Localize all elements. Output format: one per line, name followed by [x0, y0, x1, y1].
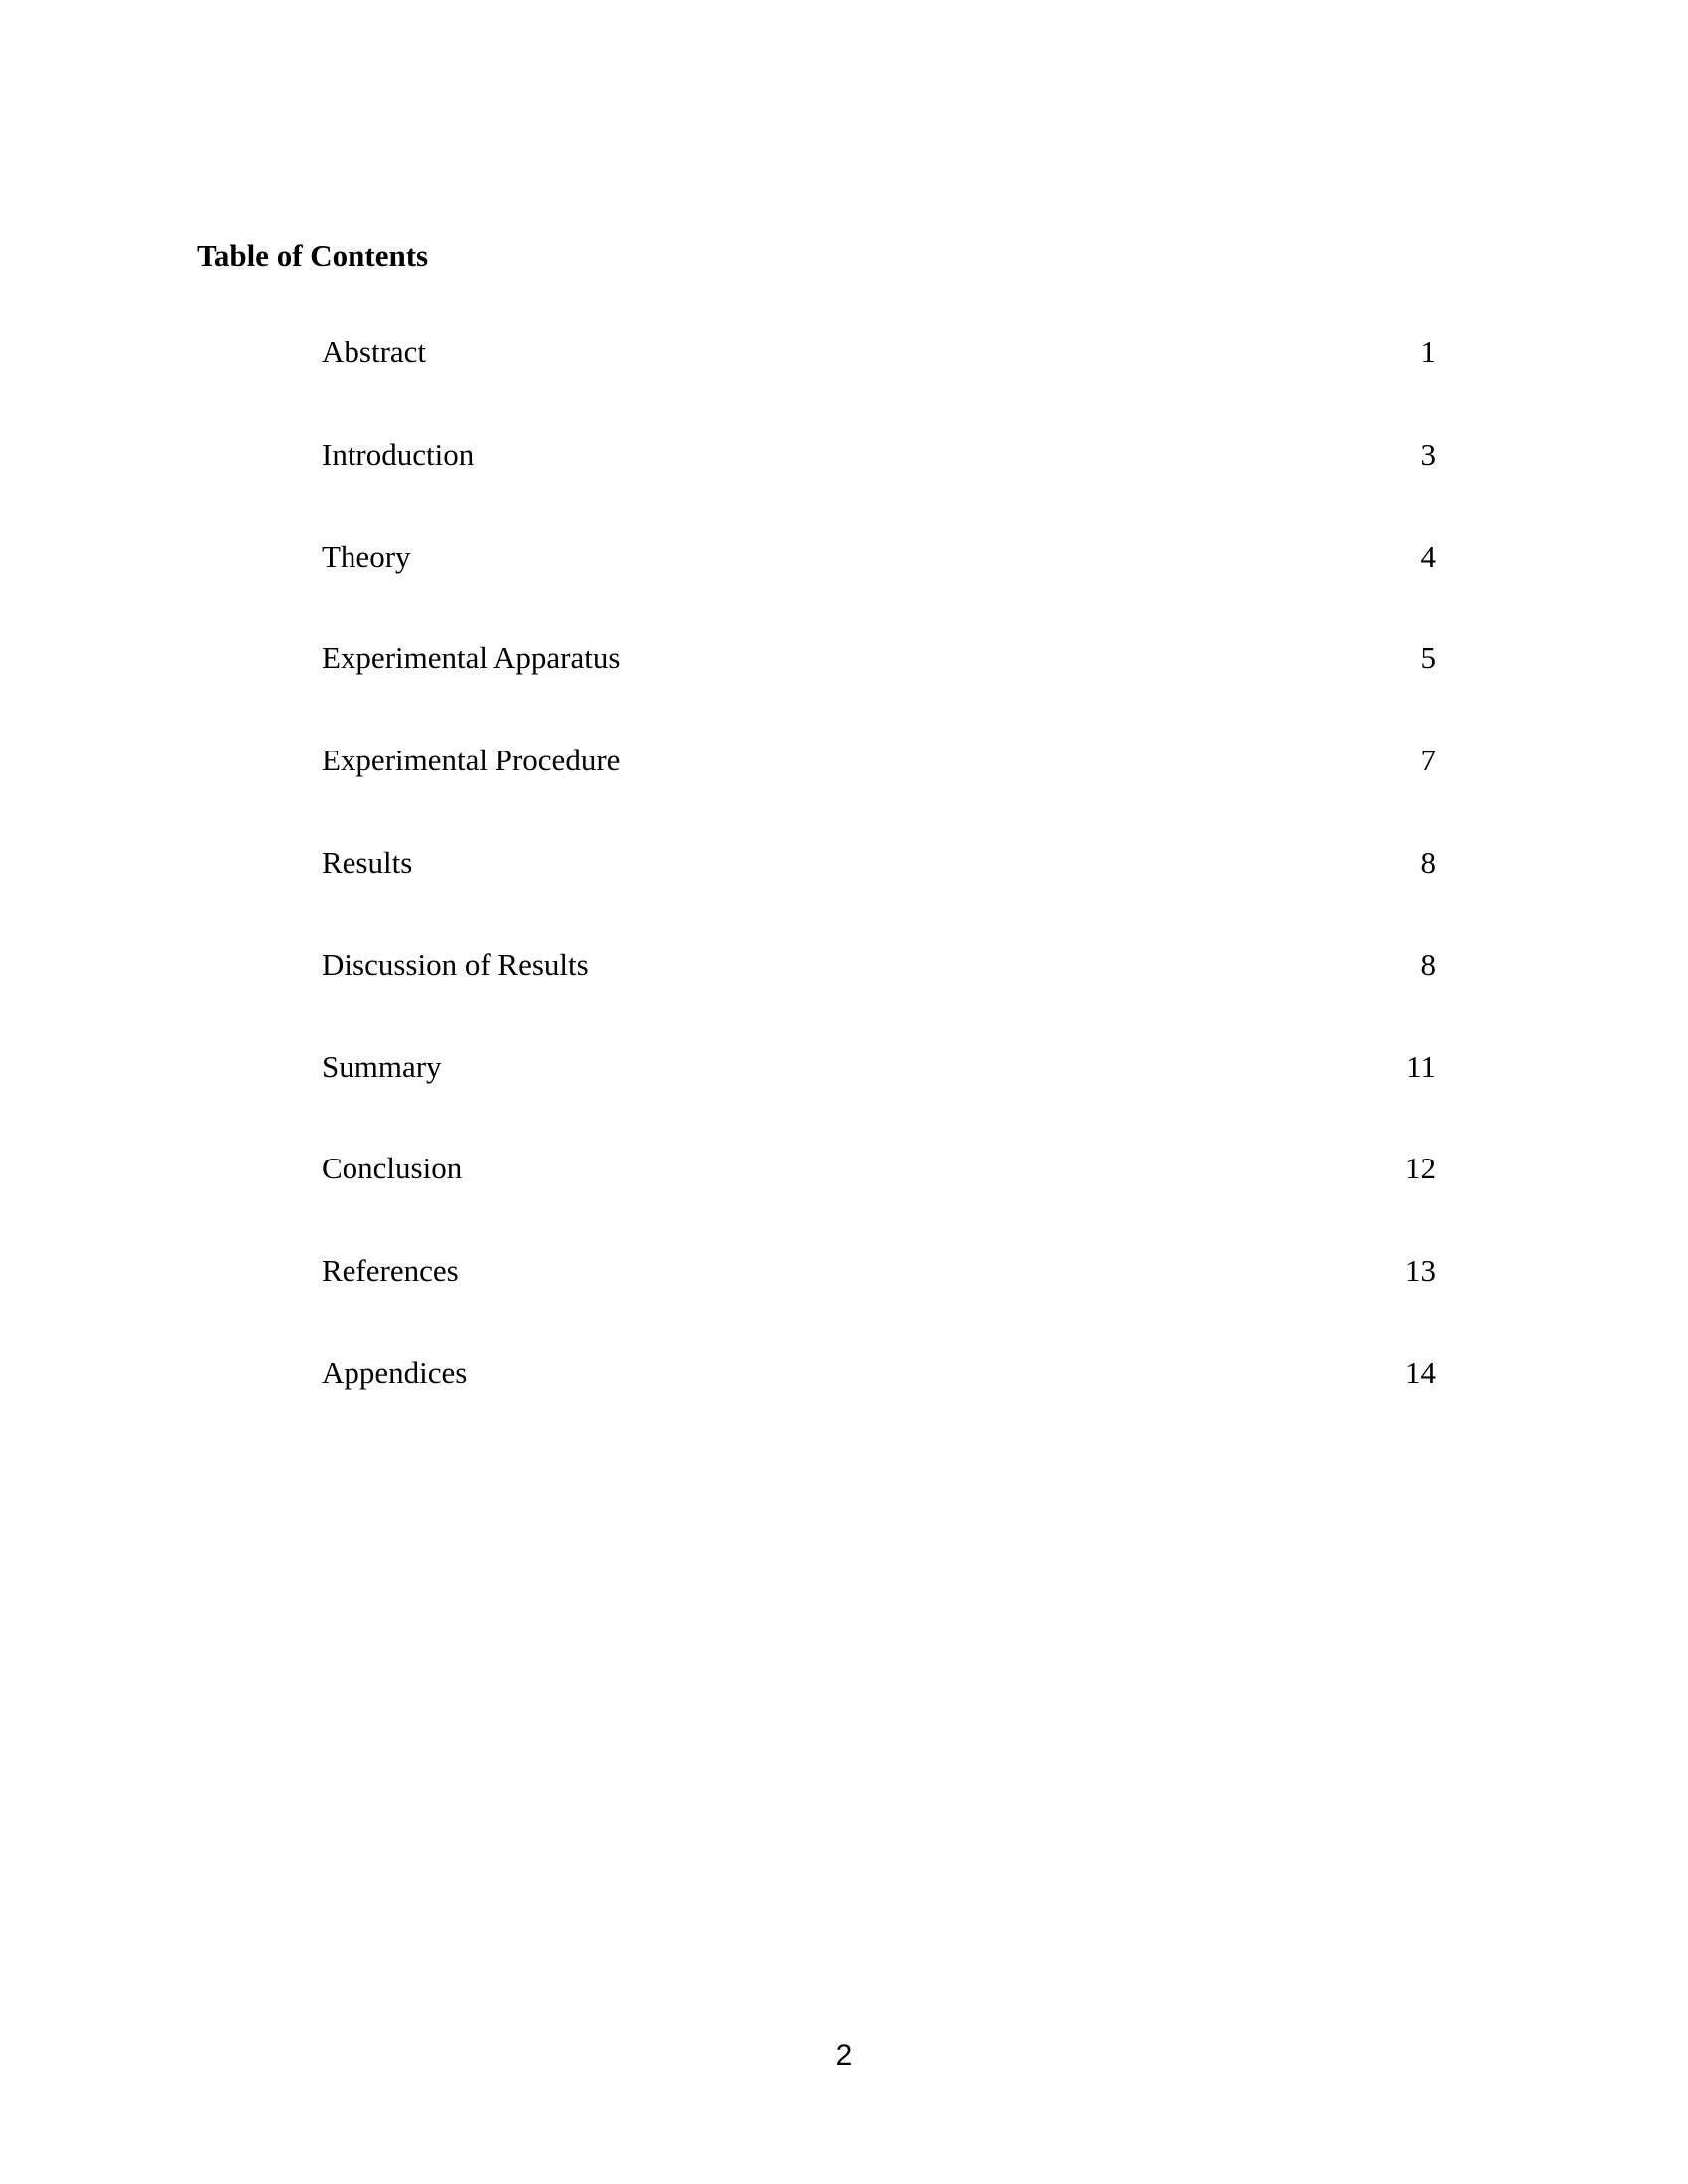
toc-entry-references — [322, 1251, 1436, 1353]
toc-heading: Table of Contents — [197, 238, 429, 273]
toc-entry-page: 8 — [1420, 844, 1436, 880]
toc-entry-discussion-of-results — [322, 945, 1436, 1047]
toc-entry-page: 7 — [1420, 743, 1436, 778]
toc-entry-appendices — [322, 1353, 1436, 1455]
toc-entry-page: 13 — [1405, 1253, 1436, 1289]
toc-entry-conclusion — [322, 1149, 1436, 1251]
toc-entry-theory — [322, 537, 1436, 639]
toc-entry-label: Introduction — [322, 436, 475, 472]
toc-entry-page: 14 — [1405, 1354, 1436, 1390]
toc-entry-experimental-procedure — [322, 741, 1436, 843]
toc-entry-introduction — [322, 435, 1436, 537]
toc-entry-page: 5 — [1420, 640, 1436, 676]
toc-entry-label: Abstract — [322, 335, 427, 369]
toc-entry-summary — [322, 1047, 1436, 1150]
toc-entry-label: Conclusion — [322, 1151, 463, 1186]
page-number: 2 — [835, 2039, 853, 2072]
toc-entry-page: 3 — [1420, 436, 1436, 472]
toc-list — [322, 333, 1436, 1455]
toc-entry-label: Results — [322, 844, 413, 880]
toc-entry-abstract — [322, 333, 1436, 435]
toc-entry-label: Theory — [322, 538, 411, 574]
toc-entry-page: 11 — [1406, 1048, 1436, 1084]
toc-entry-label: Appendices — [322, 1354, 468, 1390]
toc-entry-label: Discussion of Results — [322, 946, 589, 982]
toc-entry-experimental-apparatus — [322, 638, 1436, 741]
toc-entry-page: 1 — [1420, 335, 1436, 369]
toc-entry-label: Experimental Apparatus — [322, 640, 621, 676]
toc-entry-results — [322, 843, 1436, 945]
toc-entry-page: 12 — [1405, 1151, 1436, 1186]
toc-entry-page: 4 — [1420, 538, 1436, 574]
toc-entry-page: 8 — [1420, 946, 1436, 982]
toc-entry-label: Experimental Procedure — [322, 743, 621, 778]
toc-entry-label: Summary — [322, 1048, 442, 1084]
toc-entry-label: References — [322, 1253, 459, 1289]
